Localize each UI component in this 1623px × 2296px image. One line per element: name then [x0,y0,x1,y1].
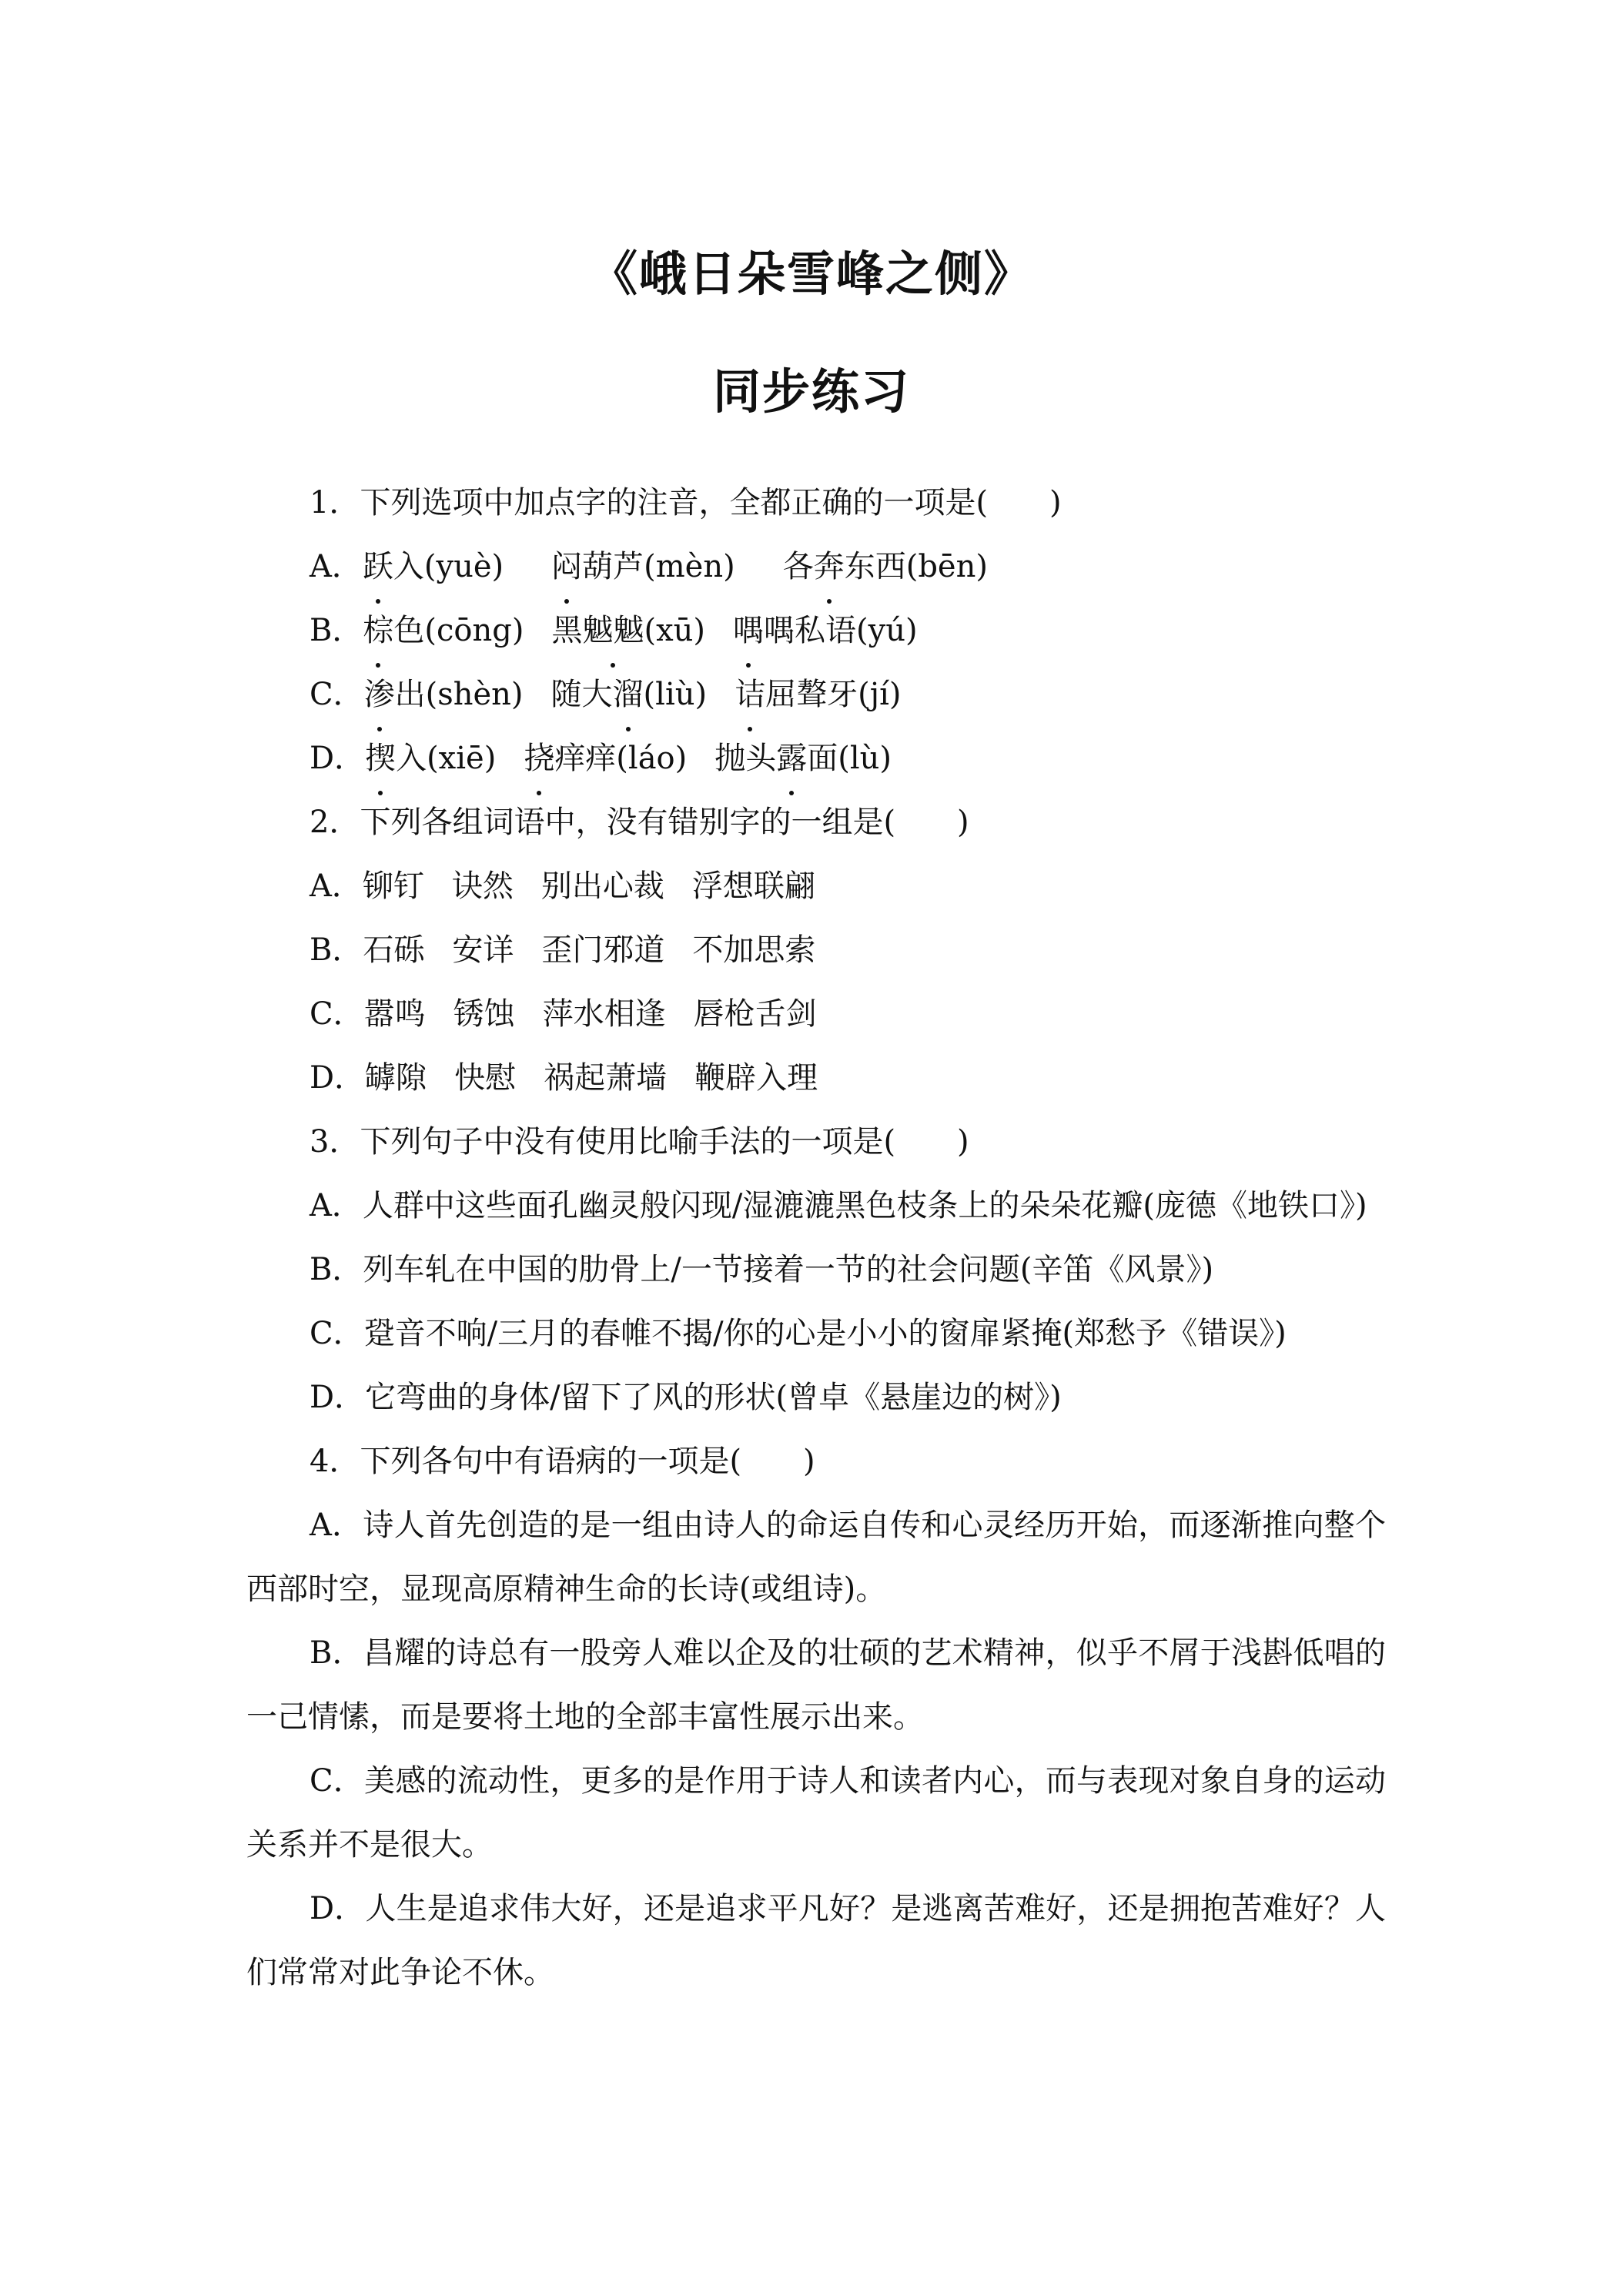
option-label: A． [310,549,363,584]
document-title: 《峨日朵雪峰之侧》 [589,246,1033,302]
document-subtitle: 同步练习 [712,363,910,420]
question-1-stem: 1．下列选项中加点字的注音，全都正确的一项是( ) [310,485,1062,520]
dotted-char: 渗 [364,663,395,727]
question-2-stem: 2．下列各组词语中，没有错别字的一组是( ) [310,805,969,840]
question-1-option-d [246,727,1386,791]
question-2-option-b [246,919,1386,982]
dotted-char: 诘 [735,663,765,727]
word-text: 屈聱牙(jí) [765,677,902,712]
word-text: 锈蚀 [453,996,515,1032]
option-label: A． [310,869,363,904]
word-text: 随大 [550,677,613,712]
word-text: 铆钉 [362,869,424,904]
question-2-option-c [246,982,1386,1046]
dotted-char: 棕 [363,599,393,663]
option-label: C． [310,677,364,712]
dotted-char: 闷 [551,535,582,599]
option-label: B． [310,613,363,648]
word-text: 罅隙 [365,1060,427,1096]
question-4-option-c: C．美感的流动性，更多的是作用于诗人和读者内心，而与表现对象自身的运动关系并不是很大。 [246,1763,1386,1863]
question-4-option-d: D．人生是追求伟大好，还是追求平凡好？是逃离苦难好，还是拥抱苦难好？人们常常对此争论不休。 [246,1891,1386,1990]
word-text: 诀然 [451,869,514,904]
dotted-char: 溜 [613,663,644,727]
option-label: C． [310,996,364,1032]
word-text: 抛头 [714,741,777,776]
option-label: D． [310,1060,366,1096]
dotted-char: 跃 [363,535,393,599]
word-text: 黑 [551,613,583,648]
dotted-char: 露 [776,727,807,791]
word-text: 唇枪舌剑 [693,996,817,1032]
word-text: 安详 [452,932,514,968]
word-text: 鞭辟入理 [694,1060,818,1096]
word-text: 葫芦(mèn) [582,549,735,584]
word-text: 嚣鸣 [363,996,426,1032]
dotted-char: 奔 [814,535,845,599]
word-text: 快慰 [454,1060,517,1096]
question-3-stem: 3．下列句子中没有使用比喻手法的一项是( ) [310,1124,969,1160]
word-text: 别出心裁 [540,869,664,904]
question-4-stem: 4．下列各句中有语病的一项是( ) [310,1444,815,1479]
word-text: (xū) [644,613,705,648]
question-3-option-a: A．人群中这些面孔幽灵般闪现/湿漉漉黑色枝条上的朵朵花瓣(庞德《地铁口》) [310,1188,1367,1223]
question-1-option-a [246,535,1386,599]
word-text: 入(xiē) [396,741,497,776]
word-text: 歪门邪道 [541,932,665,968]
dotted-char: 挠 [524,727,554,791]
question-1-option-b [246,599,1386,663]
dotted-char: 揳 [365,727,396,791]
word-text: 痒痒(láo) [554,741,688,776]
question-3-option-d: D．它弯曲的身体/留下了风的形状(曾卓《悬崖边的树》) [310,1380,1062,1415]
word-text: 东西(bēn) [844,549,988,584]
word-text: 喁私语(yú) [764,613,918,648]
exercise-body [246,471,1386,2005]
word-text: 入(yuè) [393,549,504,584]
question-2-option-d [246,1046,1386,1110]
word-text: 各 [782,549,814,584]
dotted-char: 喁 [733,599,764,663]
option-label: B． [310,932,363,968]
word-text: 浮想联翩 [691,869,815,904]
word-text: 萍水相逢 [542,996,666,1032]
word-text: 石砾 [363,932,425,968]
question-4-option-a: A．诗人首先创造的是一组由诗人的命运自传和心灵经历开始，而逐渐推向整个西部时空，显现高原精神生命的长诗(或组诗)。 [246,1508,1386,1607]
word-text: 不加思索 [692,932,816,968]
question-3-option-c: C．跫音不响/三月的春帷不揭/你的心是小小的窗扉紧掩(郑愁予《错误》) [310,1316,1287,1351]
option-label: D． [310,741,366,776]
question-1-option-c [246,663,1386,727]
word-text: 色(cōng) [393,613,524,648]
word-text: 出(shèn) [394,677,524,712]
word-text: 祸起萧墙 [544,1060,668,1096]
dotted-char: 魆魆 [582,599,644,663]
question-2-option-a [246,855,1386,919]
word-text: (liù) [643,677,708,712]
word-text: 面(lù) [807,741,892,776]
question-4-option-b: B．昌耀的诗总有一股旁人难以企及的壮硕的艺术精神，似乎不屑于浅斟低唱的一己情愫，而是要将土地的全部丰富性展示出来。 [246,1635,1386,1735]
question-3-option-b: B．列车轧在中国的肋骨上/一节接着一节的社会问题(辛笛《风景》) [310,1252,1214,1287]
